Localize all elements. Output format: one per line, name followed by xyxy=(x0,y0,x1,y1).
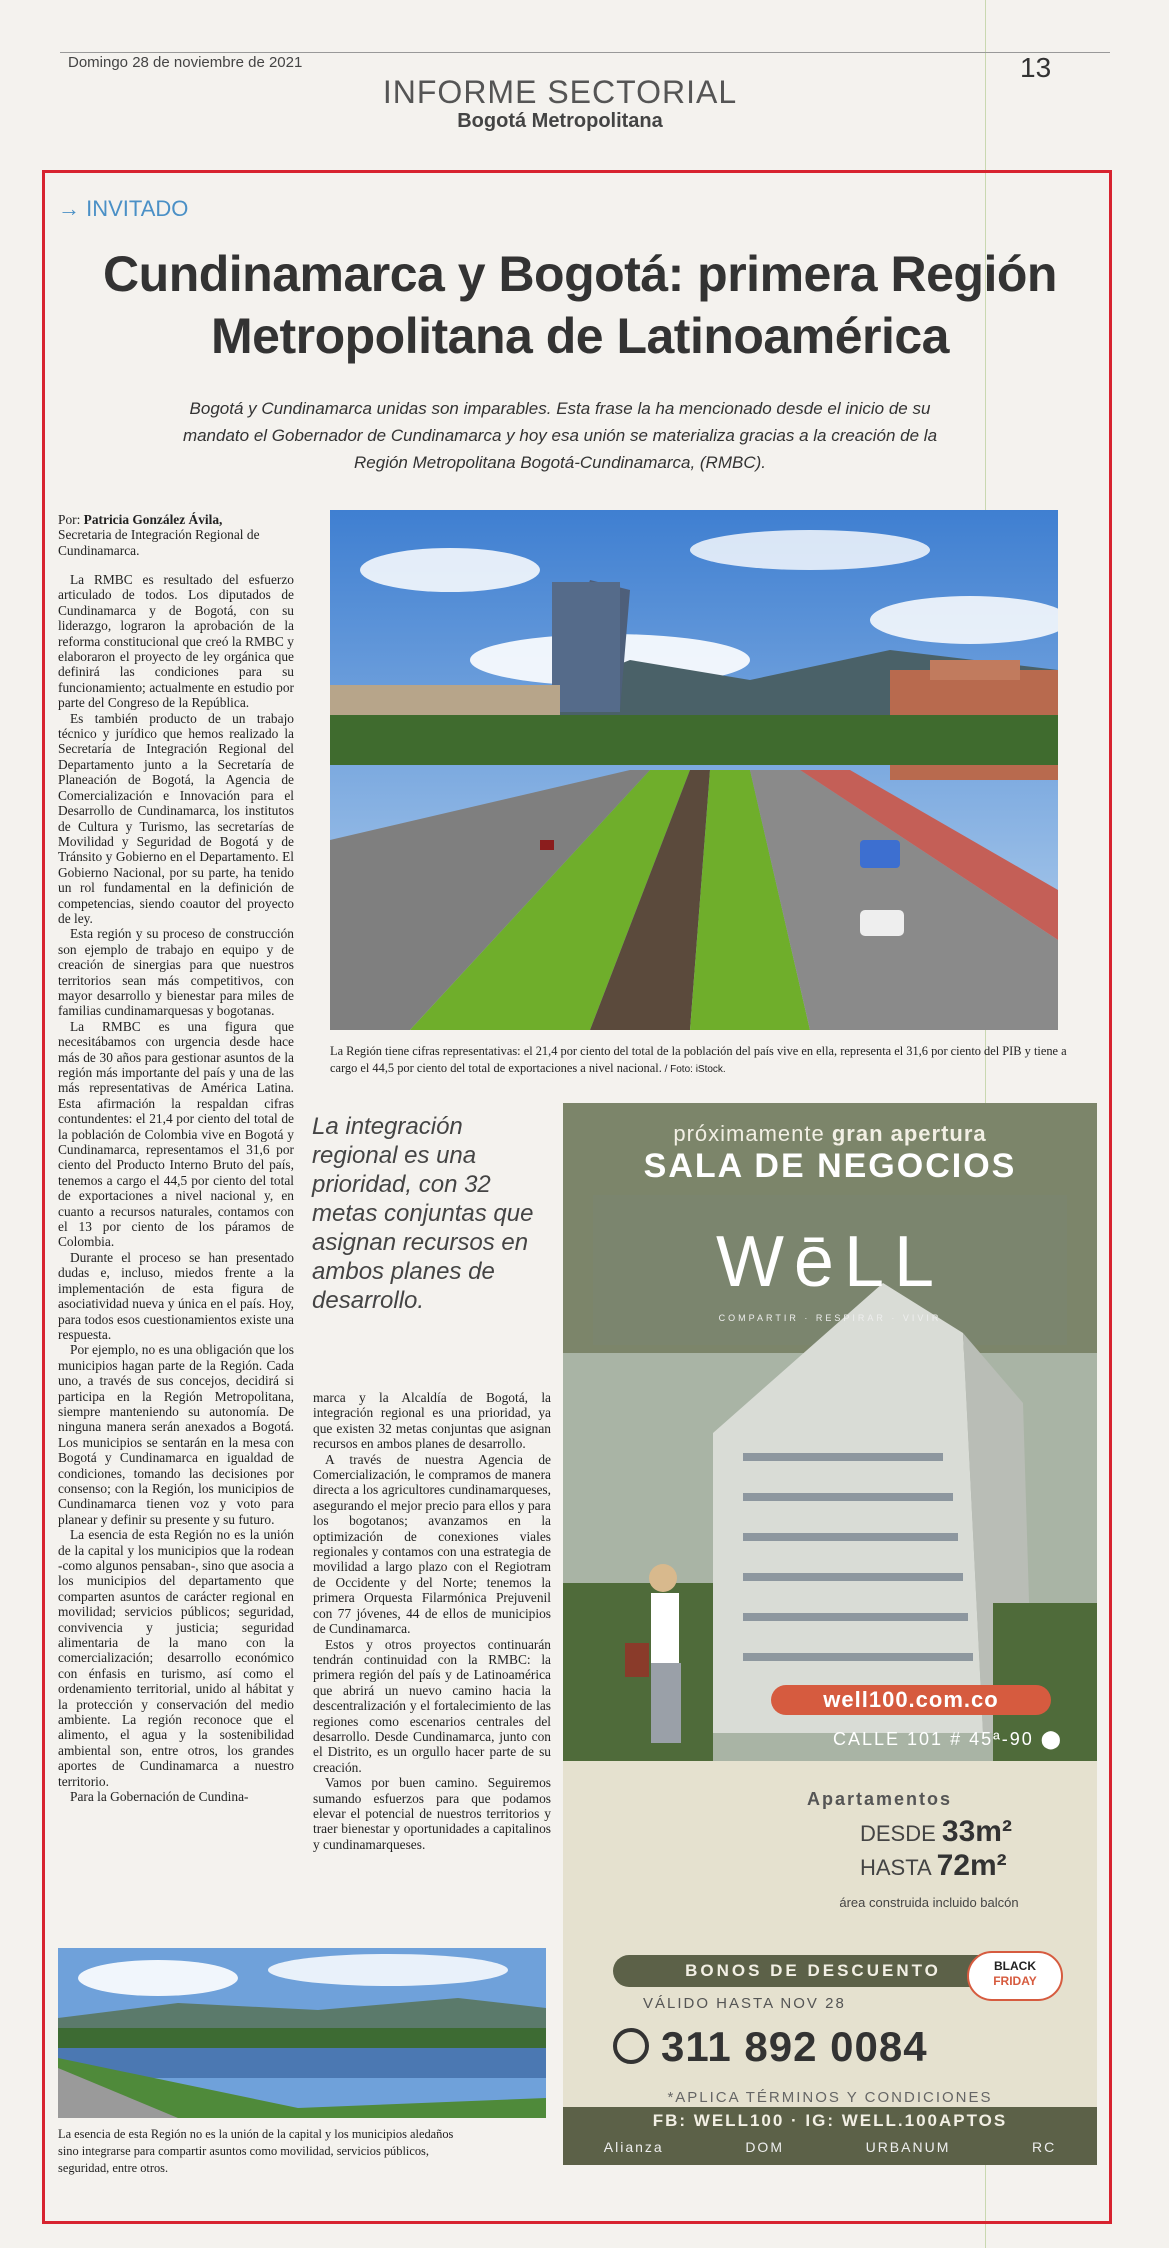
ad-website[interactable]: well100.com.co xyxy=(771,1685,1051,1715)
highway-photo xyxy=(330,510,1058,1030)
real-estate-ad xyxy=(563,1103,1097,2165)
paragraph: Esta región y su proceso de construcción son ejemplo de trabajo en equipo y de creación de sinergias para que nuestros territorios sean más competitivos, con mayor desarrollo y bienestar para miles de familias cundinamarquesas y bogotanas. xyxy=(58,926,294,1019)
badge-line-1: BLACK xyxy=(994,1959,1036,1973)
byline-role: Secretaria de Integración Regional de Cundinamarca. xyxy=(58,527,260,558)
paragraph: La RMBC es una figura que necesitábamos con urgencia desde hace más de 30 años para gestionar asuntos de la región más importante del país y una de las más representativas de América Latina. Esta afirmación la respaldan cifras contundentes: el 21,4 por ciento del total de la población de Colombia vive en Bogotá y Cundinamarca, representamos el 31,6 por ciento del Producto Interno Bruto del país, tenemos a cargo el 44,5 por ciento del total de exportaciones a nivel nacional y, en cuanto a recursos naturales, contamos con el 13 por ciento de los páramos de Colombia. xyxy=(58,1018,294,1250)
article-headline: Cundinamarca y Bogotá: primera Región Metropolitana de Latinoamérica xyxy=(103,246,1057,364)
ad-terms: *APLICA TÉRMINOS Y CONDICIONES xyxy=(667,2089,993,2106)
lake-illustration xyxy=(58,1948,546,2118)
section-title: INFORME SECTORIAL xyxy=(382,74,738,110)
brand-rc: RC xyxy=(1031,2139,1057,2155)
section-subtitle: Bogotá Metropolitana xyxy=(457,110,663,132)
paragraph: Durante el proceso se han presentado dudas e, incluso, miedos frente a la implementación de esta figura de asociatividad nueva y única en el país. Hoy, para todos esos cuestionamientos existe una respuesta. xyxy=(58,1249,294,1342)
paragraph: Es también producto de un trabajo técnico y jurídico que hemos realizado la Secretaría de Integración Regional del Departamento junto a la Secretaría de Planeación de Bogotá, la Agencia de Comercialización e Innovación para el Desarrollo de Cundinamarca, los institutos de Cultura y Turismo, las secretarías de Movilidad y Seguridad de Bogotá y de Tránsito y Gobierno en el Departamento. El Gobierno Nacional, por su parte, ha tenido un rol fundamental en la definición de competencias, siendo coautor del proyecto de ley. xyxy=(58,710,294,926)
ad-phone-number: 311 892 0084 xyxy=(661,2023,928,2070)
ad-apartments-heading: Apartamentos xyxy=(807,1789,953,1809)
body-column-1 xyxy=(58,572,294,1805)
ad-to-value: 72m² xyxy=(936,1849,1007,1882)
brand-alianza: Alianza xyxy=(603,2139,664,2155)
paragraph: La esencia de esta Región no es la unión de la capital y los municipios que la rodean -como algunos pensaban-, sino que asocia a los municipios del departamento que comparten asuntos de carácter regional en movilidad; servicios públicos; seguridad, convivencia y justicia; seguridad alimentaria de la mano con la comercialización; desarrollo económico con énfasis en turismo, así como el ordenamiento territorial, unido al hábitat y la protección y conservación del medio ambiente. La región reconoce que el alimento, el agua y la sostenibilidad ambiental son, entre otros, los grandes aportes de Cundinamarca a nuestro territorio. xyxy=(58,1527,294,1789)
paragraph: Por ejemplo, no es una obligación que los municipios hagan parte de la Región. Cada uno, a través de sus concejos, decidirá si participa en la Región Metropolitana, siempre manteniendo su autonomía. De ninguna manera serán anexados a Bogotá. Los municipios se sentarán en la mesa con Bogotá y Cundinamarca en igualdad de condiciones, tomando las decisiones por consenso; con la Región, los municipios de Cundinamarca tienen voz y voto para planear y definir su presente y su futuro. xyxy=(58,1342,294,1527)
ad-area-note: área construida incluido balcón xyxy=(839,1895,1019,1910)
brand-urbanum: URBANUM xyxy=(865,2139,951,2155)
page-number: 13 xyxy=(1020,52,1052,83)
paragraph: marca y la Alcaldía de Bogotá, la integración regional es una prioridad, ya que existen 32 metas conjuntas que asignan recursos en ambos planes de desarrollo. xyxy=(313,1390,551,1452)
ad-main-heading: SALA DE NEGOCIOS xyxy=(643,1147,1017,1185)
ad-phone[interactable] xyxy=(613,2023,1073,2071)
paragraph: Para la Gobernación de Cundina- xyxy=(70,1789,249,1805)
header-rule xyxy=(60,52,1110,53)
ad-from-value: 33m² xyxy=(941,1815,1012,1848)
pull-quote: La integración regional es una prioridad, con 32 metas conjuntas que asignan recursos en ambos planes de desarrollo. xyxy=(312,1113,534,1314)
black-friday-badge xyxy=(967,1951,1063,2001)
ad-social-handles: FB: WELL100 · IG: WELL.100APTOS xyxy=(652,2111,1008,2130)
well-logo: WēLL xyxy=(715,1222,945,1302)
paragraph: La RMBC es resultado del esfuerzo articulado de todos. Los diputados de Cundinamarca y de Bogotá, con su liderazgo, lograron la aprobación de la reforma constitucional que creó la RMBC y elaboraron el proyecto de ley orgánica que definirá las condiciones para su funcionamiento; actualmente en estudio por parte del Congreso de la República. xyxy=(58,572,294,711)
ad-brand-logos xyxy=(563,2139,1097,2155)
byline-author: Patricia González Ávila, xyxy=(83,512,223,527)
byline xyxy=(58,512,288,558)
ad-from-label: DESDE xyxy=(860,1821,936,1846)
lake-photo xyxy=(58,1948,546,2118)
badge-line-2: FRIDAY xyxy=(993,1974,1037,1988)
highway-illustration xyxy=(330,510,1058,1030)
paragraph: Estos y otros proyectos continuarán tendrán continuidad con la RMBC: la primera región del país y de Latinoamérica que abrirá un nuevo camino hacia la descentralización y el fortalecimiento de las regiones como escenarios centrales del desarrollo. Desde Cundinamarca, junto con el Distrito, es un orgullo hacer parte de su creación. xyxy=(313,1636,551,1775)
ad-validity: VÁLIDO HASTA NOV 28 xyxy=(643,1995,846,2012)
caption-text: La Región tiene cifras representativas: el 21,4 por ciento del total de la población del país vive en ella, representa el 31,6 por ciento del PIB y tiene a cargo el 44,5 por ciento del total de exportaciones a nivel nacional. xyxy=(330,1044,1067,1075)
photo-credit: / Foto: iStock. xyxy=(661,1064,726,1075)
ad-size-range xyxy=(860,1815,1012,1883)
article-deck: Bogotá y Cundinamarca unidas son imparables. Esta frase la ha mencionado desde el inicio de su mandato el Gobernador de Cundinamarca y hoy esa unión se materializa gracias a la creación de la Región Metropolitana Bogotá-Cundinamarca, (RMBC). xyxy=(182,399,938,472)
ad-tagline: COMPARTIR · RESPIRAR · VIVIR xyxy=(718,1313,942,1323)
byline-prefix: Por: xyxy=(58,512,84,527)
lake-photo-caption: La esencia de esta Región no es la unión de la capital y los municipios aledaños sino integrarse para compartir asuntos como movilidad, servicios públicos, seguridad, entre otros. xyxy=(58,2127,454,2175)
article-kicker: → INVITADO xyxy=(58,196,189,221)
ad-to-label: HASTA xyxy=(860,1855,931,1880)
ad-address-text: CALLE 101 # 45ª-90 xyxy=(833,1729,1034,1749)
location-pin-icon: ⬤ xyxy=(1040,1729,1063,1749)
issue-date: Domingo 28 de noviembre de 2021 xyxy=(68,54,303,71)
paragraph: Vamos por buen camino. Seguiremos sumando esfuerzos para que podamos elevar el potencial de nuestros territorios y traer bienestar y oportunidades a capitalinos y cundinamarqueses. xyxy=(313,1775,551,1852)
body-column-2 xyxy=(313,1390,551,1852)
ad-top-prefix: próximamente xyxy=(673,1121,825,1146)
brand-dom: DOM xyxy=(745,2139,784,2155)
ad-discount-banner: BONOS DE DESCUENTO xyxy=(613,1955,1013,1987)
building-illustration xyxy=(563,1103,1097,1761)
whatsapp-icon xyxy=(613,2028,649,2064)
ad-top-bold: gran apertura xyxy=(831,1121,987,1146)
photo-caption xyxy=(330,1043,1070,1078)
ad-address xyxy=(833,1729,1063,1750)
paragraph: A través de nuestra Agencia de Comercialización, le compramos de manera directa a los agricultores cundinamarqueses, asegurando el mejor precio para ellos y para los bogotanos; avanzamos en la optimización de conexiones viales regionales y contamos con una estrategia de movilidad a largo plazo con el Regiotram de Occidente y del Norte; tenemos la primera Orquesta Filarmónica Prejuvenil con 77 jóvenes, 44 de ellos de municipios de Cundinamarca. xyxy=(313,1451,551,1637)
